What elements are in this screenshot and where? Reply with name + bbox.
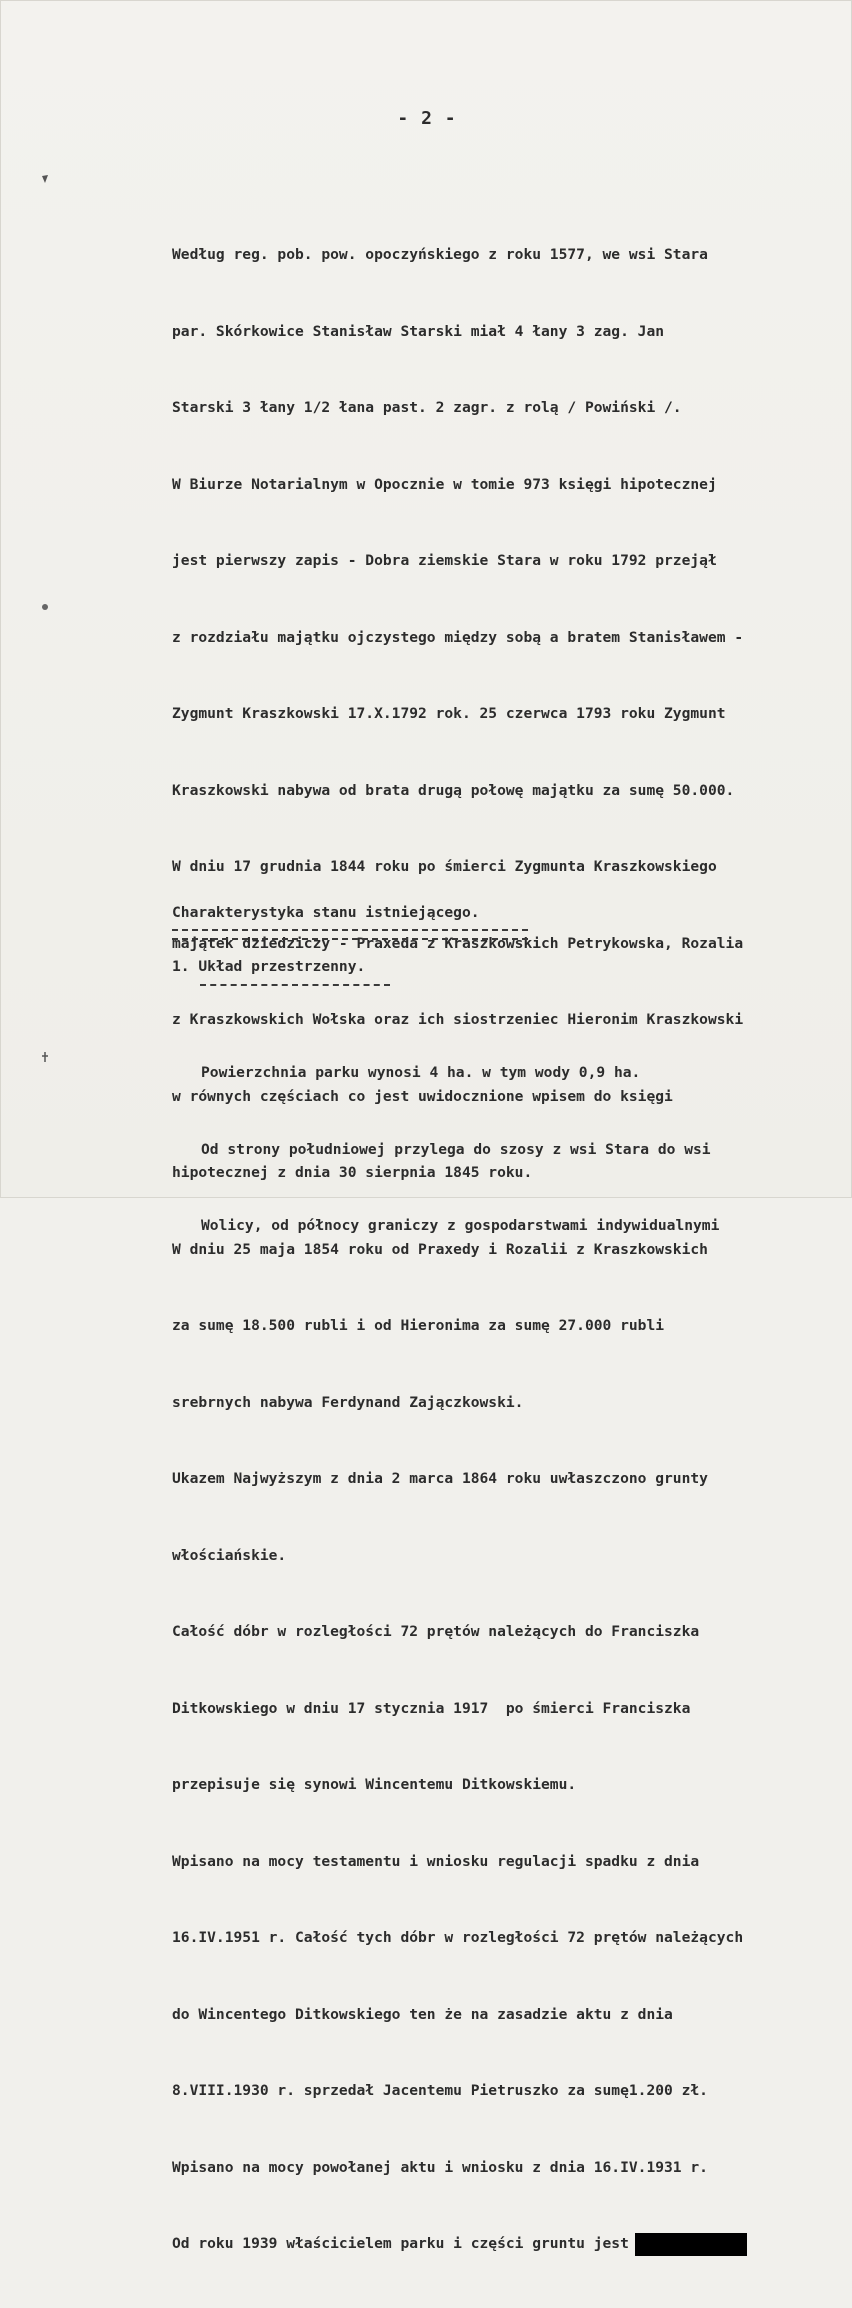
redaction-block	[635, 2233, 747, 2256]
text-line: Wpisano na mocy powołanej aktu i wniosku z dnia 16.IV.1931 r.	[172, 2158, 708, 2176]
text-line: Całość dóbr w rozległości 72 prętów należących do Franciszka	[172, 1623, 700, 1640]
text-line: Ukazem Najwyższym z dnia 2 marca 1864 roku uwłaszczono grunty	[172, 1470, 708, 1487]
text-line: za sumę 18.500 rubli i od Hieronima za sumę 27.000 rubli	[172, 1317, 665, 1334]
text-line: W Biurze Notarialnym w Opocznie w tomie 973 księgi hipotecznej	[172, 475, 717, 493]
text-line: z rozdziału majątku ojczystego między sobą a bratem Stanisławem -	[172, 628, 744, 646]
page-number: - 2 -	[397, 108, 457, 129]
text-line: Powierzchnia parku wynosi 4 ha. w tym wody 0,9 ha.	[201, 1064, 641, 1081]
text-line: 16.IV.1951 r. Całość tych dóbr w rozległości 72 prętów należących	[172, 1929, 744, 1946]
dashed-underline	[200, 984, 390, 986]
punch-hole-mark	[41, 169, 49, 179]
punch-hole-mark	[41, 1047, 49, 1057]
punch-hole-mark	[41, 597, 49, 607]
text-line: hipotecznej z dnia 30 sierpnia 1845 roku.	[172, 1164, 533, 1181]
text-line: włościańskie.	[172, 1546, 287, 1564]
section-heading: Charakterystyka stanu istniejącego.	[172, 904, 480, 921]
text-line: Wolicy, od północy graniczy z gospodarstwami indywidualnymi	[201, 1217, 720, 1234]
text-line: Starski 3 łany 1/2 łana past. 2 zagr. z rolą / Powiński /.	[172, 399, 682, 416]
text-line: W dniu 17 grudnia 1844 roku po śmierci Zygmunta Kraszkowskiego	[172, 858, 717, 875]
text-line: par. Skórkowice Stanisław Starski miał 4 łany 3 zag. Jan	[172, 322, 665, 340]
double-underline	[172, 929, 528, 940]
text-line: Ditkowskiego w dniu 17 stycznia 1917 po śmierci Franciszka	[172, 1699, 691, 1717]
text-line-with-redaction	[172, 2231, 842, 2257]
text-line: Od strony południowej przylega do szosy z wsi Stara do wsi	[201, 1140, 711, 1158]
text-line: przepisuje się synowi Wincentemu Ditkowskiemu.	[172, 1776, 577, 1793]
text-line: W dniu 25 maja 1854 roku od Praxedy i Rozalii z Kraszkowskich	[172, 1240, 708, 1258]
text-line: do Wincentego Ditkowskiego ten że na zasadzie aktu z dnia	[172, 2005, 673, 2023]
text-line: w równych częściach co jest uwidocznione wpisem do księgi	[172, 1087, 673, 1105]
text-line: Od roku 1939 właścicielem parku i części gruntu jest	[172, 2235, 629, 2252]
text-line: srebrnych nabywa Ferdynand Zajączkowski.	[172, 1393, 524, 1411]
text-line: Według reg. pob. pow. opoczyńskiego z roku 1577, we wsi Stara	[172, 246, 708, 263]
subheading: 1. Układ przestrzenny.	[172, 958, 366, 975]
text-line: jest pierwszy zapis - Dobra ziemskie Stara w roku 1792 przejął	[172, 552, 717, 569]
text-line: Zygmunt Kraszkowski 17.X.1792 rok. 25 czerwca 1793 roku Zygmunt	[172, 705, 726, 722]
text-line: majątek dziedziczy - Praxeda z Kraszkowskich Petrykowska, Rozalia	[172, 934, 744, 952]
text-line: z Kraszkowskich Wołska oraz ich siostrzeniec Hieronim Kraszkowski	[172, 1011, 744, 1028]
paragraph-area	[201, 1009, 841, 1290]
text-line: Kraszkowski nabywa od brata drugą połowę majątku za sumę 50.000.	[172, 781, 735, 799]
text-line: Wpisano na mocy testamentu i wniosku regulacji spadku z dnia	[172, 1852, 700, 1870]
text-line: 8.VIII.1930 r. sprzedał Jacentemu Pietruszko za sumę1.200 zł.	[172, 2082, 708, 2099]
